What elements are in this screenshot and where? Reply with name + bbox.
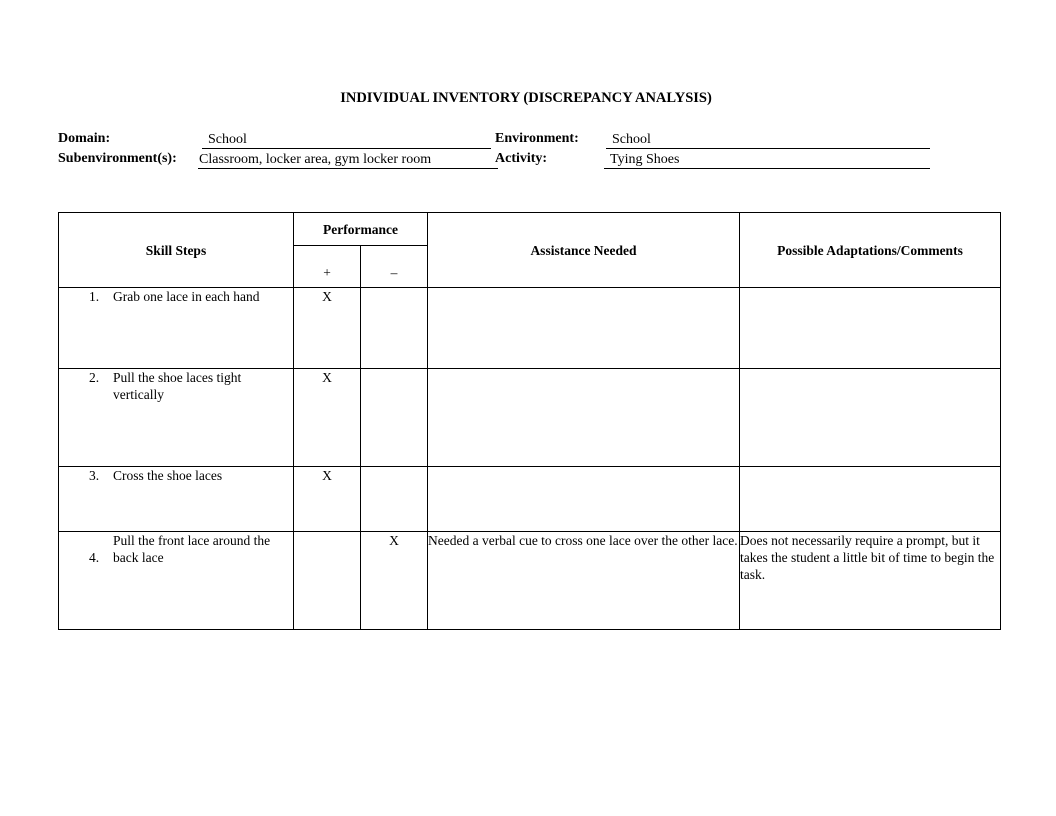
minus-cell[interactable] <box>361 369 428 467</box>
minus-cell[interactable] <box>361 467 428 532</box>
assistance-cell[interactable]: Needed a verbal cue to cross one lace over the other lace. <box>428 532 740 630</box>
plus-cell[interactable]: X <box>294 369 361 467</box>
header-minus: – <box>361 246 428 288</box>
plus-cell[interactable]: X <box>294 467 361 532</box>
comments-cell[interactable]: Does not necessarily require a prompt, but it takes the student a little bit of time to begin the task. <box>740 532 1001 630</box>
assistance-cell[interactable] <box>428 467 740 532</box>
step-number: 1. <box>89 289 100 304</box>
environment-label: Environment: <box>495 131 579 146</box>
header-assistance: Assistance Needed <box>428 213 740 288</box>
plus-cell[interactable] <box>294 532 361 630</box>
step-number: 4. <box>89 550 100 565</box>
minus-cell[interactable]: X <box>361 532 428 630</box>
table-row <box>59 369 1001 467</box>
activity-field[interactable]: Tying Shoes <box>604 152 930 169</box>
environment-field[interactable]: School <box>606 132 930 149</box>
domain-label: Domain: <box>58 131 111 146</box>
comments-cell[interactable] <box>740 467 1001 532</box>
comments-cell[interactable] <box>740 288 1001 369</box>
table-row <box>59 532 1001 630</box>
header-skill-steps: Skill Steps <box>59 213 294 288</box>
activity-label: Activity: <box>495 151 548 166</box>
minus-cell[interactable] <box>361 288 428 369</box>
step-text: Cross the shoe laces <box>113 468 223 483</box>
page-title: INDIVIDUAL INVENTORY (DISCREPANCY ANALYSIS) <box>340 90 712 106</box>
step-number: 3. <box>89 468 100 483</box>
header-plus: + <box>294 246 361 288</box>
step-text: Grab one lace in each hand <box>113 289 260 304</box>
subenvironment-field[interactable]: Classroom, locker area, gym locker room <box>198 152 498 169</box>
subenvironment-label: Subenvironment(s): <box>58 151 177 166</box>
assistance-cell[interactable] <box>428 369 740 467</box>
comments-cell[interactable] <box>740 369 1001 467</box>
step-number: 2. <box>89 370 100 385</box>
table-row <box>59 467 1001 532</box>
assistance-cell[interactable] <box>428 288 740 369</box>
inventory-table <box>58 212 1001 630</box>
header-performance: Performance <box>294 213 428 246</box>
domain-field[interactable]: School <box>202 132 491 149</box>
header-adaptations: Possible Adaptations/Comments <box>740 213 1001 288</box>
plus-cell[interactable]: X <box>294 288 361 369</box>
table-row <box>59 288 1001 369</box>
step-text: Pull the front lace around the back lace <box>113 533 271 565</box>
step-text: Pull the shoe laces tight vertically <box>113 370 242 402</box>
